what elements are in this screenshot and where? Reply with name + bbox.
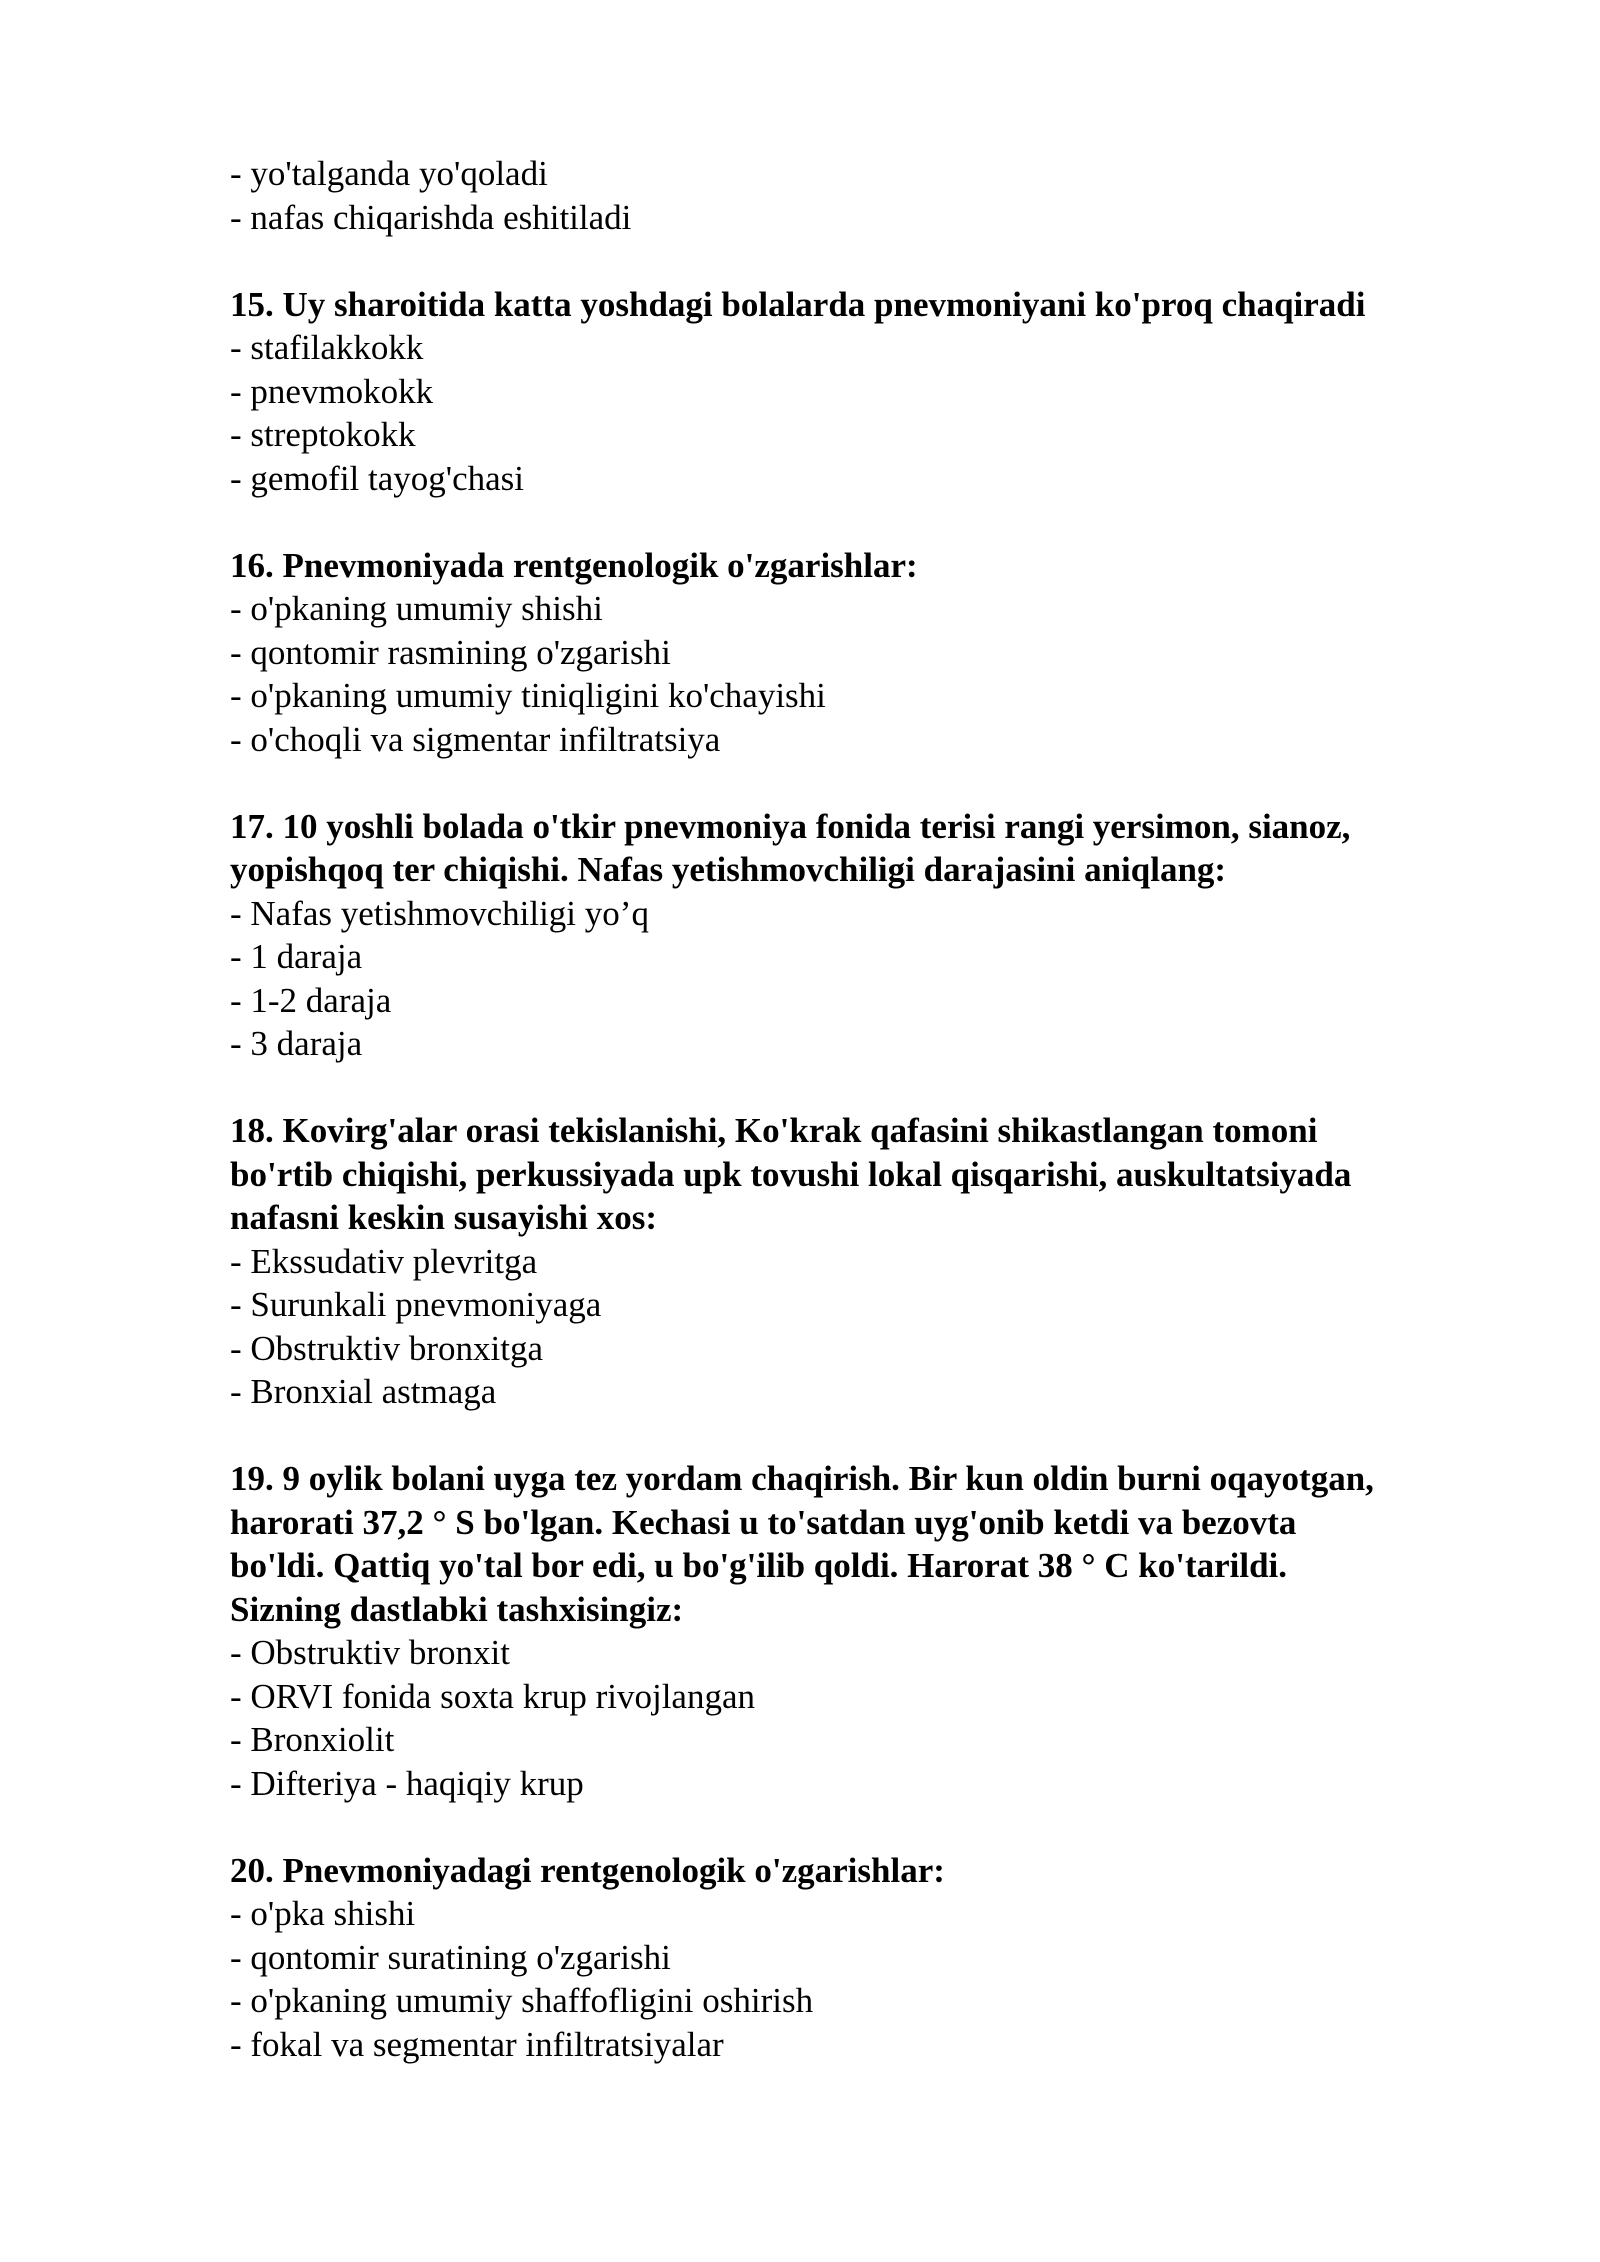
question-title: bo'ldi. Qattiq yo'tal bor edi, u bo'g'ilib qoldi. Harorat 38 ° C ko'tarildi. <box>230 1546 1288 1585</box>
answer-option: - Bronxial astmaga <box>230 1372 497 1411</box>
question-title: 20. Pnevmoniyadagi rentgenologik o'zgarishlar: <box>230 1850 945 1890</box>
answer-option: - Bronxiolit <box>230 1720 395 1759</box>
answer-option: - pnevmokokk <box>230 371 434 411</box>
answer-option: - Difteriya - haqiqiy krup <box>230 1763 584 1803</box>
question-title: 15. Uy sharoitida katta yoshdagi bolalarda pnevmoniyani ko'proq chaqiradi <box>230 284 1366 324</box>
question-title: 16. Pnevmoniyada rentgenologik o'zgarishlar: <box>230 545 918 585</box>
answer-option: - Ekssudativ plevritga <box>230 1241 538 1281</box>
question-title: nafasni keskin susayishi xos: <box>230 1198 657 1237</box>
answer-option: - Nafas yetishmovchiligi yo’q <box>230 893 649 933</box>
question-title: 19. 9 oylik bolani uyga tez yordam chaqirish. Bir kun oldin burni oqayotgan, <box>230 1459 1374 1498</box>
answer-option: - yo'talganda yo'qoladi <box>230 154 548 193</box>
answer-option: - 3 daraja <box>230 1024 363 1063</box>
answer-option: - gemofil tayog'chasi <box>230 458 524 498</box>
question-15 <box>230 283 1530 501</box>
question-18 <box>230 1109 1530 1414</box>
answer-option: - qontomir suratining o'zgarishi <box>230 1937 671 1977</box>
answer-option: - stafilakkokk <box>230 328 424 367</box>
answer-option: - o'pka shishi <box>230 1894 416 1933</box>
question-title: Sizning dastlabki tashxisingiz: <box>230 1589 684 1629</box>
question-17 <box>230 805 1530 1066</box>
question-title: yopishqoq ter chiqishi. Nafas yetishmovchiligi darajasini aniqlang: <box>230 850 1227 889</box>
answer-option: - o'pkaning umumiy shaffofligini oshirish <box>230 1981 814 2020</box>
answer-option: - Obstruktiv bronxitga <box>230 1328 544 1368</box>
question-title: bo'rtib chiqishi, perkussiyada upk tovushi lokal qisqarishi, auskultatsiyada <box>230 1154 1352 1194</box>
continued-answer-options <box>230 152 1530 239</box>
answer-option: - Surunkali pnevmoniyaga <box>230 1285 602 1324</box>
answer-option: - qontomir rasmining o'zgarishi <box>230 632 671 672</box>
answer-option: - o'pkaning umumiy tiniqligini ko'chayishi <box>230 676 826 715</box>
question-16 <box>230 544 1530 762</box>
question-title: 17. 10 yoshli bolada o'tkir pnevmoniya fonida terisi rangi yersimon, sianoz, <box>230 806 1351 846</box>
answer-option: - fokal va segmentar infiltratsiyalar <box>230 2024 724 2064</box>
question-title: harorati 37,2 ° S bo'lgan. Kechasi u to'satdan uyg'onib ketdi va bezovta <box>230 1502 1297 1542</box>
answer-option: - ORVI fonida soxta krup rivojlangan <box>230 1676 755 1716</box>
answer-option: - o'choqli va sigmentar infiltratsiya <box>230 719 721 759</box>
question-title: 18. Kovirg'alar orasi tekislanishi, Ko'krak qafasini shikastlangan tomoni <box>230 1111 1318 1150</box>
answer-option: - nafas chiqarishda eshitiladi <box>230 197 632 237</box>
answer-option: - streptokokk <box>230 415 416 454</box>
answer-option: - 1-2 daraja <box>230 980 392 1020</box>
answer-option: - 1 daraja <box>230 937 363 976</box>
document-page <box>230 152 1530 2066</box>
question-19 <box>230 1457 1530 1805</box>
question-20 <box>230 1849 1530 2067</box>
answer-option: - o'pkaning umumiy shishi <box>230 589 603 628</box>
answer-option: - Obstruktiv bronxit <box>230 1633 510 1672</box>
